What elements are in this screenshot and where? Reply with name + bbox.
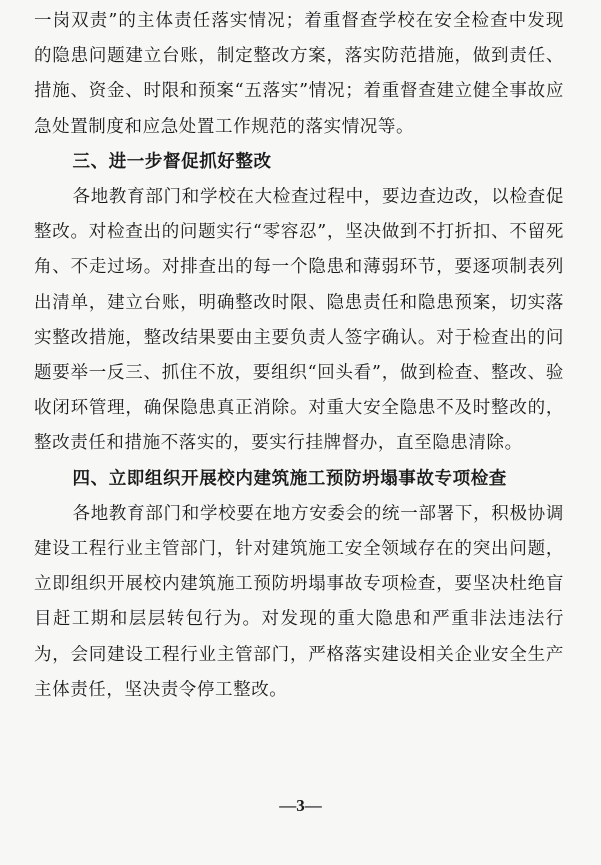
document-page [34, 4, 564, 708]
section-heading-4: 四、立即组织开展校内建筑施工预防坍塌事故专项检查 [72, 468, 507, 489]
section-heading-3: 三、进一步督促抓好整改 [72, 151, 272, 172]
page-number: —3— [279, 796, 322, 815]
paragraph-section-3: 各地教育部门和学校在大检查过程中，要边查边改，以检查促整改。对检查出的问题实行“零容忍”，坚决做到不打折扣、不留死角、不走过场。对排查出的每一个隐患和薄弱环节，要逐项制表列出清单，建立台账，明确整改时限、隐患责任和隐患预案，切实落实整改措施，整改结果要由主要负责人签字确认。对于检查出的问题要举一反三、抓住不放，要组织“回头看”，做到检查、整改、验收闭环管理，确保隐患真正消除。对重大安全隐患不及时整改的，整改责任和措施不落实的，要实行挂牌督办，直至隐患清除。 [34, 187, 564, 454]
paragraph-carryover: 一岗双责”的主体责任落实情况；着重督查学校在安全检查中发现的隐患问题建立台账，制定整改方案，落实防范措施，做到责任、措施、资金、时限和预案“五落实”情况；着重督查建立健全事故应急处置制度和应急处置工作规范的落实情况等。 [34, 11, 564, 137]
paragraph-section-4: 各地教育部门和学校要在地方安委会的统一部署下，积极协调建设工程行业主管部门，针对建筑施工安全领域存在的突出问题，立即组织开展校内建筑施工预防坍塌事故专项检查，要坚决杜绝盲目赶工期和层层转包行为。对发现的重大隐患和严重非法违法行为，会同建设工程行业主管部门，严格落实建设相关企业安全生产主体责任，坚决责令停工整改。 [34, 503, 564, 700]
